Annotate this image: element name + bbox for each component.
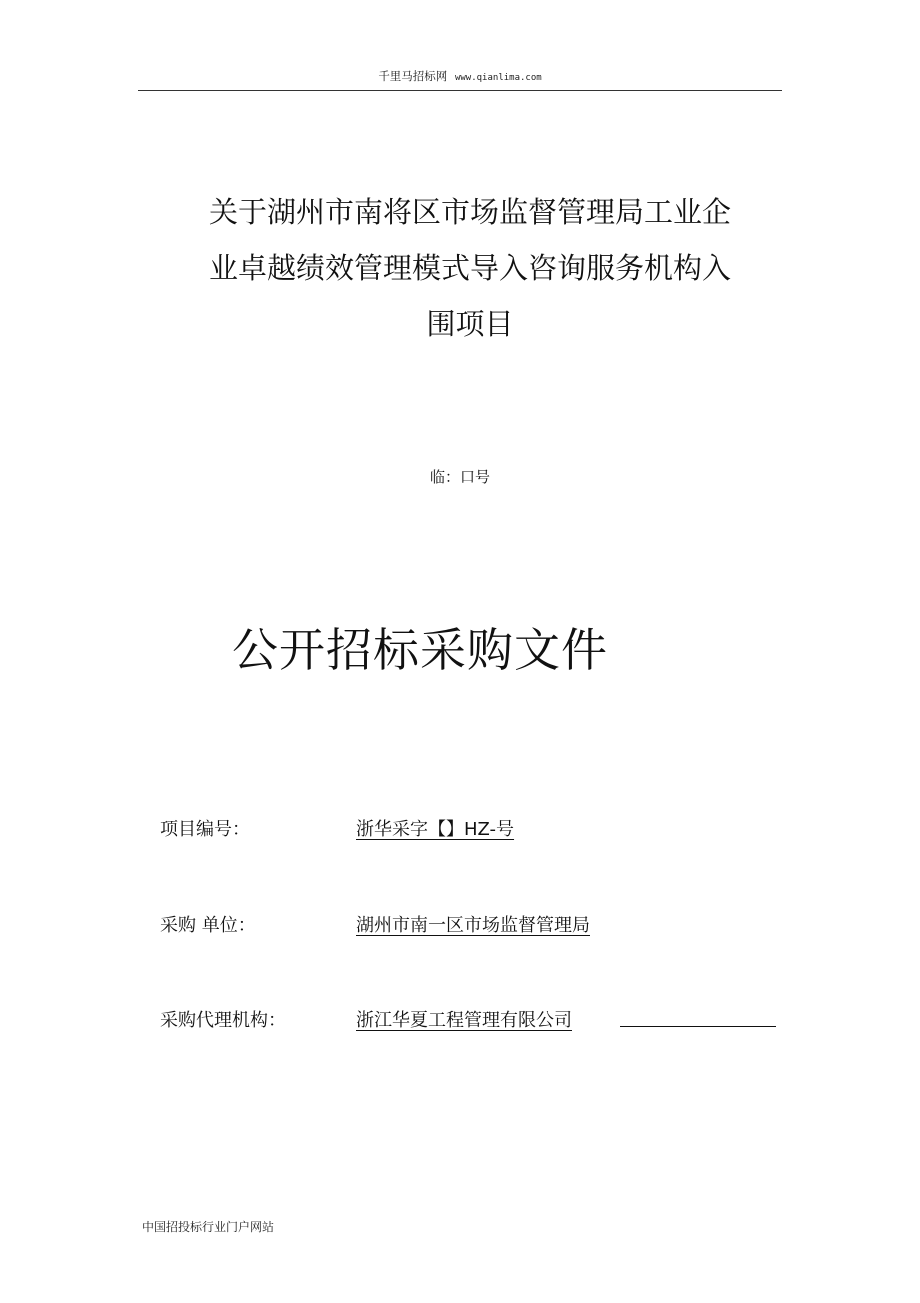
document-type-heading: 公开招标采购文件 (232, 623, 608, 677)
agency-value: 浙江华夏工程管理有限公司 (356, 1010, 572, 1031)
project-code-value: 浙华采字【】HZ-号 (356, 819, 515, 840)
title-line-1: 关于湖州市南将区市场监督管理局工业企 (208, 195, 731, 229)
project-code-label: 项目编号： (160, 819, 250, 840)
purchaser-value: 湖州市南一区市场监督管理局 (356, 915, 590, 936)
header-text (138, 68, 782, 84)
header-site-name: 千里马招标网 (378, 69, 448, 83)
title-line-2: 业卓越绩效管理模式导入咨询服务机构入 (208, 251, 731, 285)
page-header (138, 66, 782, 91)
page-footer: 中国招投标行业门户网站 (142, 1220, 275, 1234)
document-number: 临：口号 (429, 468, 490, 486)
agency-blank-line (620, 1026, 776, 1027)
purchaser-label: 采购 单位： (160, 915, 256, 936)
header-site-url: www.qianlima.com (454, 73, 542, 83)
agency-label: 采购代理机构： (160, 1010, 286, 1031)
document-title (180, 184, 760, 352)
title-line-3: 围项目 (426, 307, 514, 341)
